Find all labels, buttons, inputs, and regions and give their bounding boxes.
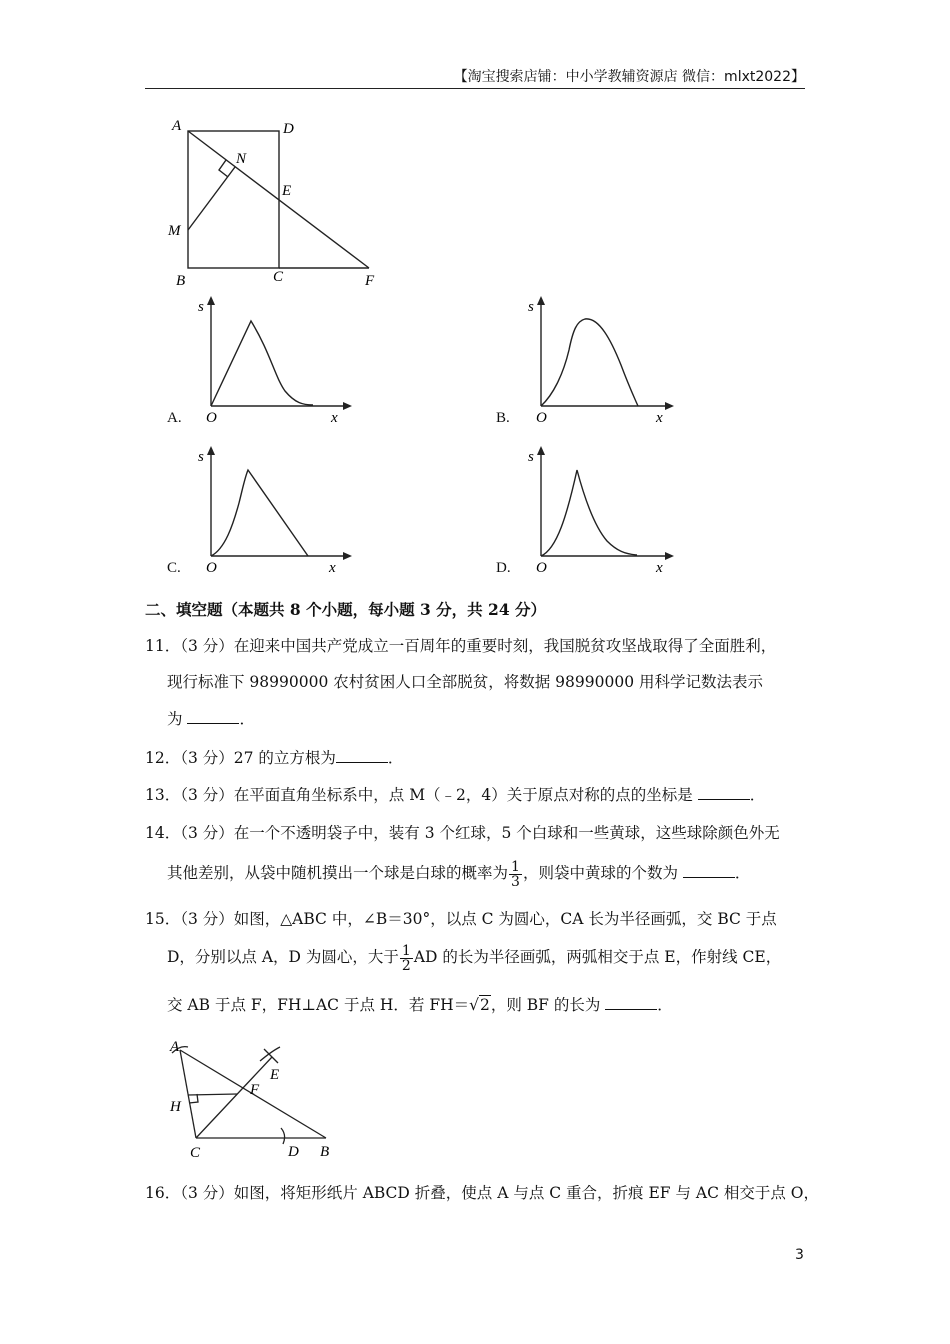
q14-line1: 14．（3 分）在一个不透明袋子中，装有 3 个红球，5 个白球和一些黄球，这些球除颜色外无 (145, 824, 780, 842)
header-text: 【淘宝搜索店铺：中小学教辅资源店 微信：mlxt2022】 (453, 69, 805, 85)
q15-line1: 15．（3 分）如图，△ABC 中，∠B＝30°，以点 C 为圆心，CA 长为半径画弧，交 BC 于点 (145, 910, 777, 928)
option-B-x-label: x (656, 410, 663, 426)
q15-line3 (167, 995, 673, 1015)
q15-line3b: ，则 BF 的长为 (490, 996, 606, 1014)
label-C: C (273, 269, 284, 285)
q13-line (145, 785, 765, 805)
label-E: E (282, 183, 292, 199)
label-M: M (168, 223, 181, 239)
q15-label-C: C (190, 1145, 201, 1161)
page-number: 3 (795, 1247, 804, 1263)
q14-period: ． (734, 864, 751, 882)
q15-frac-num: 1 (401, 942, 411, 959)
option-D-x-label: x (656, 560, 663, 576)
q15-frac-den: 2 (401, 957, 411, 974)
q11-line3 (167, 709, 255, 729)
option-A-origin: O (206, 410, 217, 426)
q14-line2b: ，则袋中黄球的个数为 (522, 864, 683, 882)
label-N: N (236, 151, 247, 167)
option-D-graph (525, 445, 685, 575)
q11-period: ． (239, 710, 255, 728)
label-B: B (176, 273, 186, 289)
q14-frac-den: 3 (511, 873, 520, 890)
option-B-letter: B. (496, 410, 510, 426)
q15-label-H: H (170, 1099, 181, 1115)
q11-line2: 现行标准下 98990000 农村贫困人口全部脱贫，将数据 98990000 用科学记数法表示 (167, 673, 763, 691)
q14-line2a: 其他差别，从袋中随机摸出一个球是白球的概率为 (167, 864, 509, 882)
q11-line3-text: 为 (167, 710, 188, 728)
option-C-x-label: x (329, 560, 336, 576)
option-A-graph (195, 295, 355, 425)
figure-q15-triangle (160, 1035, 350, 1165)
option-C-graph (195, 445, 355, 575)
q15-line2a: D，分别以点 A，D 为圆心，大于 (167, 948, 399, 966)
q13-period: ． (749, 786, 766, 804)
q15-line3a: 交 AB 于点 F，FH⊥AC 于点 H．若 FH＝ (167, 996, 470, 1014)
q15-period: ． (657, 996, 673, 1014)
option-D-letter: D. (496, 560, 511, 576)
q15-line2b: AD 的长为半径画弧，两弧相交于点 E，作射线 CE， (413, 948, 782, 966)
q16-line1: 16．（3 分）如图，将矩形纸片 ABCD 折叠，使点 A 与点 C 重合，折痕 EF 与 AC 相交于点 O， (145, 1184, 820, 1202)
q14-fraction (509, 860, 522, 889)
q13-text: 13．（3 分）在平面直角坐标系中，点 M（﹣2，4）关于原点对称的点的坐标是 (145, 786, 698, 804)
option-C-origin: O (206, 560, 217, 576)
figure-rectangle-triangle (160, 115, 400, 295)
option-A-letter: A. (167, 410, 182, 426)
q14-frac-num: 1 (511, 858, 520, 875)
q12-text: 12．（3 分）27 的立方根为 (145, 749, 336, 767)
option-C-y-label: s (198, 449, 204, 465)
q13-answer-blank (698, 785, 750, 800)
q15-label-A: A (170, 1039, 180, 1055)
label-F: F (365, 273, 375, 289)
q15-sqrt: √2 (469, 996, 490, 1014)
q15-fraction (400, 944, 413, 973)
option-A-y-label: s (198, 299, 204, 315)
label-A: A (172, 118, 182, 134)
option-C-letter: C. (167, 560, 181, 576)
q15-sqrt-value: 2 (479, 996, 490, 1014)
option-B-y-label: s (528, 299, 534, 315)
q15-answer-blank (605, 995, 657, 1010)
option-B-origin: O (536, 410, 547, 426)
label-D: D (283, 121, 294, 137)
q15-label-E: E (270, 1067, 280, 1083)
q15-line2 (167, 942, 781, 973)
option-D-origin: O (536, 560, 547, 576)
option-A-x-label: x (331, 410, 338, 426)
q15-label-F: F (250, 1082, 260, 1098)
q12-line (145, 748, 403, 768)
q15-label-D: D (288, 1144, 299, 1160)
q12-period: ． (387, 749, 404, 767)
section-2-title: 二、填空题（本题共 8 个小题，每小题 3 分，共 24 分） (145, 600, 547, 619)
option-D-y-label: s (528, 449, 534, 465)
option-B-graph (525, 295, 685, 425)
q11-answer-blank (187, 709, 239, 724)
q14-line2 (167, 858, 750, 889)
q14-answer-blank (683, 863, 735, 878)
q15-label-B: B (320, 1144, 330, 1160)
q12-answer-blank (336, 748, 388, 763)
page-header (145, 60, 805, 89)
q11-line1: 11．（3 分）在迎来中国共产党成立一百周年的重要时刻，我国脱贫攻坚战取得了全面胜利， (145, 637, 777, 655)
